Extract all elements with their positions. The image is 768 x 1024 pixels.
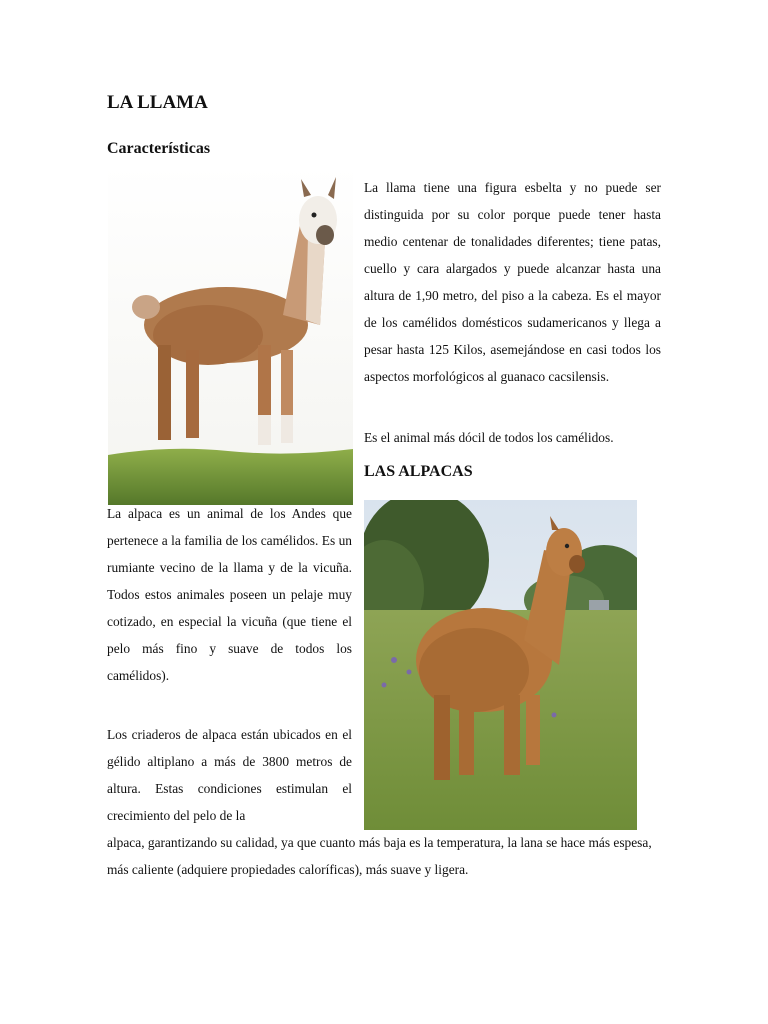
alpaca-paragraph-1: La alpaca es un animal de los Andes que pertenece a la familia de los camélidos. Es un rumiante vecino de la llama y de la vicuña. Todos estos animales poseen un pelaje muy cotizado, en especial la vicuña (que tiene el pelo más fino y suave de todos los camélidos).	[107, 506, 352, 683]
heading-las-alpacas: LAS ALPACAS	[364, 463, 473, 480]
heading-caracteristicas: Características	[107, 140, 211, 157]
alpaca-paragraph-3: alpaca, garantizando su calidad, ya que cuanto más baja es la temperatura, la lana se hace más espesa, más caliente (adquiere propiedades caloríficas), más suave y ligera.	[107, 835, 652, 877]
llama-photo	[108, 165, 353, 505]
document-title: LA LLAMA	[107, 92, 208, 113]
alpaca-photo	[364, 500, 637, 830]
llama-paragraph-2: Es el animal más dócil de todos los camélidos.	[364, 430, 614, 445]
llama-paragraph-1: La llama tiene una figura esbelta y no puede ser distinguida por su color porque puede tener hasta medio centenar de tonalidades diferentes; tiene patas, cuello y cara alargados y puede alcanzar hasta una altura de 1,90 metro, del piso a la cabeza. Es el mayor de los camélidos domésticos sudamericanos y llega a pesar hasta 125 Kilos, asemejándose en casi todos los aspectos morfológicos al guanaco cacsilensis.	[364, 180, 661, 384]
alpaca-paragraph-2: Los criaderos de alpaca están ubicados en el gélido altiplano a más de 3800 metros de altura. Estas condiciones estimulan el crecimiento del pelo de la	[107, 727, 352, 823]
